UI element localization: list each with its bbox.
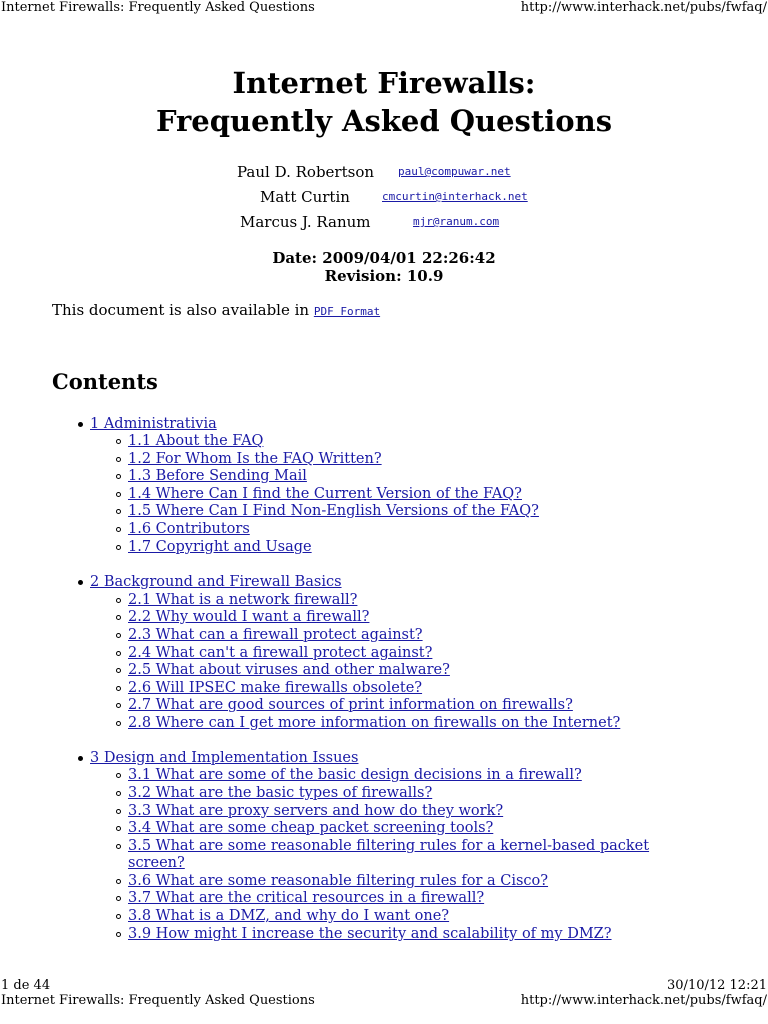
toc-item[interactable]: 1.6 Contributors: [128, 521, 250, 537]
author-row: [0, 185, 768, 209]
pdf-format-link[interactable]: PDF Format: [313, 305, 381, 318]
author-name: Matt Curtin: [260, 188, 350, 206]
print-datetime: 30/10/12 12:21: [667, 978, 767, 993]
circle-bullet-icon: [116, 826, 121, 831]
circle-bullet-icon: [116, 703, 121, 708]
circle-bullet-icon: [116, 668, 121, 673]
toc-item[interactable]: 2.7 What are good sources of print information on firewalls?: [128, 697, 573, 713]
next-header-title: Internet Firewalls: Frequently Asked Questions: [1, 993, 315, 1008]
toc-item[interactable]: 3.9 How might I increase the security and scalability of my DMZ?: [128, 926, 612, 942]
toc-item[interactable]: 2.2 Why would I want a firewall?: [128, 609, 370, 625]
toc-item[interactable]: 3.4 What are some cheap packet screening tools?: [128, 820, 494, 836]
toc-item[interactable]: 1.7 Copyright and Usage: [128, 539, 312, 555]
circle-bullet-icon: [116, 545, 121, 550]
title-line-2: Frequently Asked Questions: [155, 104, 613, 138]
bullet-icon: [78, 756, 83, 761]
circle-bullet-icon: [116, 686, 121, 691]
circle-bullet-icon: [116, 879, 121, 884]
toc-item[interactable]: 3.6 What are some reasonable filtering rules for a Cisco?: [128, 873, 549, 889]
circle-bullet-icon: [116, 914, 121, 919]
toc-item[interactable]: 3.8 What is a DMZ, and why do I want one?: [128, 908, 450, 924]
toc-item[interactable]: 1.3 Before Sending Mail: [128, 468, 307, 484]
circle-bullet-icon: [116, 651, 121, 656]
toc-item[interactable]: 2.3 What can a firewall protect against?: [128, 627, 423, 643]
toc-item[interactable]: 3.3 What are proxy servers and how do they work?: [128, 803, 504, 819]
circle-bullet-icon: [116, 633, 121, 638]
bullet-icon: [78, 580, 83, 585]
circle-bullet-icon: [116, 932, 121, 937]
availability-text: This document is also available in: [52, 301, 314, 319]
toc-section[interactable]: 1 Administrativia: [90, 416, 217, 432]
circle-bullet-icon: [116, 474, 121, 479]
circle-bullet-icon: [116, 615, 121, 620]
date-text: Date: 2009/04/01 22:26:42: [272, 249, 496, 267]
toc-item[interactable]: 1.1 About the FAQ: [128, 433, 264, 449]
circle-bullet-icon: [116, 492, 121, 497]
toc-item[interactable]: 2.1 What is a network firewall?: [128, 592, 358, 608]
toc-item[interactable]: 2.4 What can't a firewall protect against?: [128, 645, 433, 661]
toc-item[interactable]: 1.2 For Whom Is the FAQ Written?: [128, 451, 382, 467]
circle-bullet-icon: [116, 527, 121, 532]
circle-bullet-icon: [116, 509, 121, 514]
header-title: Internet Firewalls: Frequently Asked Questions: [1, 0, 315, 15]
toc-item[interactable]: 1.4 Where Can I find the Current Version of the FAQ?: [128, 486, 522, 502]
header-url: http://www.interhack.net/pubs/fwfaq/: [520, 0, 767, 15]
circle-bullet-icon: [116, 844, 121, 849]
author-row: [0, 160, 768, 184]
next-header-url: http://www.interhack.net/pubs/fwfaq/: [520, 993, 767, 1008]
toc-item[interactable]: 3.2 What are the basic types of firewalls?: [128, 785, 433, 801]
circle-bullet-icon: [116, 457, 121, 462]
bullet-icon: [78, 422, 83, 427]
circle-bullet-icon: [116, 598, 121, 603]
toc-section[interactable]: 2 Background and Firewall Basics: [90, 574, 342, 590]
toc-item[interactable]: 2.8 Where can I get more information on firewalls on the Internet?: [128, 715, 621, 731]
circle-bullet-icon: [116, 439, 121, 444]
page-title: [0, 64, 768, 140]
circle-bullet-icon: [116, 809, 121, 814]
availability-note: [52, 300, 380, 322]
circle-bullet-icon: [116, 896, 121, 901]
author-row: [0, 210, 768, 234]
author-name: Paul D. Robertson: [237, 163, 375, 181]
toc-item[interactable]: 2.6 Will IPSEC make firewalls obsolete?: [128, 680, 423, 696]
contents-heading: Contents: [52, 369, 158, 394]
print-footer: [0, 978, 768, 994]
author-email-link[interactable]: mjr@ranum.com: [413, 215, 500, 228]
next-page-header: [0, 993, 768, 1009]
author-email-link[interactable]: cmcurtin@interhack.net: [382, 190, 528, 203]
toc-item[interactable]: 1.5 Where Can I Find Non-English Versions of the FAQ?: [128, 503, 539, 519]
page-number: 1 de 44: [1, 978, 51, 993]
toc-item[interactable]: 3.7 What are the critical resources in a firewall?: [128, 890, 485, 906]
toc-item-continuation[interactable]: screen?: [128, 855, 185, 871]
circle-bullet-icon: [116, 773, 121, 778]
author-name: Marcus J. Ranum: [240, 213, 371, 231]
toc-item[interactable]: 3.5 What are some reasonable filtering rules for a kernel-based packet: [128, 838, 650, 854]
date-revision: [0, 249, 768, 285]
circle-bullet-icon: [116, 791, 121, 796]
title-line-1: Internet Firewalls:: [232, 66, 536, 100]
toc-item[interactable]: 2.5 What about viruses and other malware?: [128, 662, 450, 678]
author-email-link[interactable]: paul@compuwar.net: [398, 165, 511, 178]
circle-bullet-icon: [116, 721, 121, 726]
print-header: [0, 0, 768, 16]
toc-item[interactable]: 3.1 What are some of the basic design decisions in a firewall?: [128, 767, 582, 783]
toc-section[interactable]: 3 Design and Implementation Issues: [90, 750, 359, 766]
revision-text: Revision: 10.9: [324, 267, 444, 285]
